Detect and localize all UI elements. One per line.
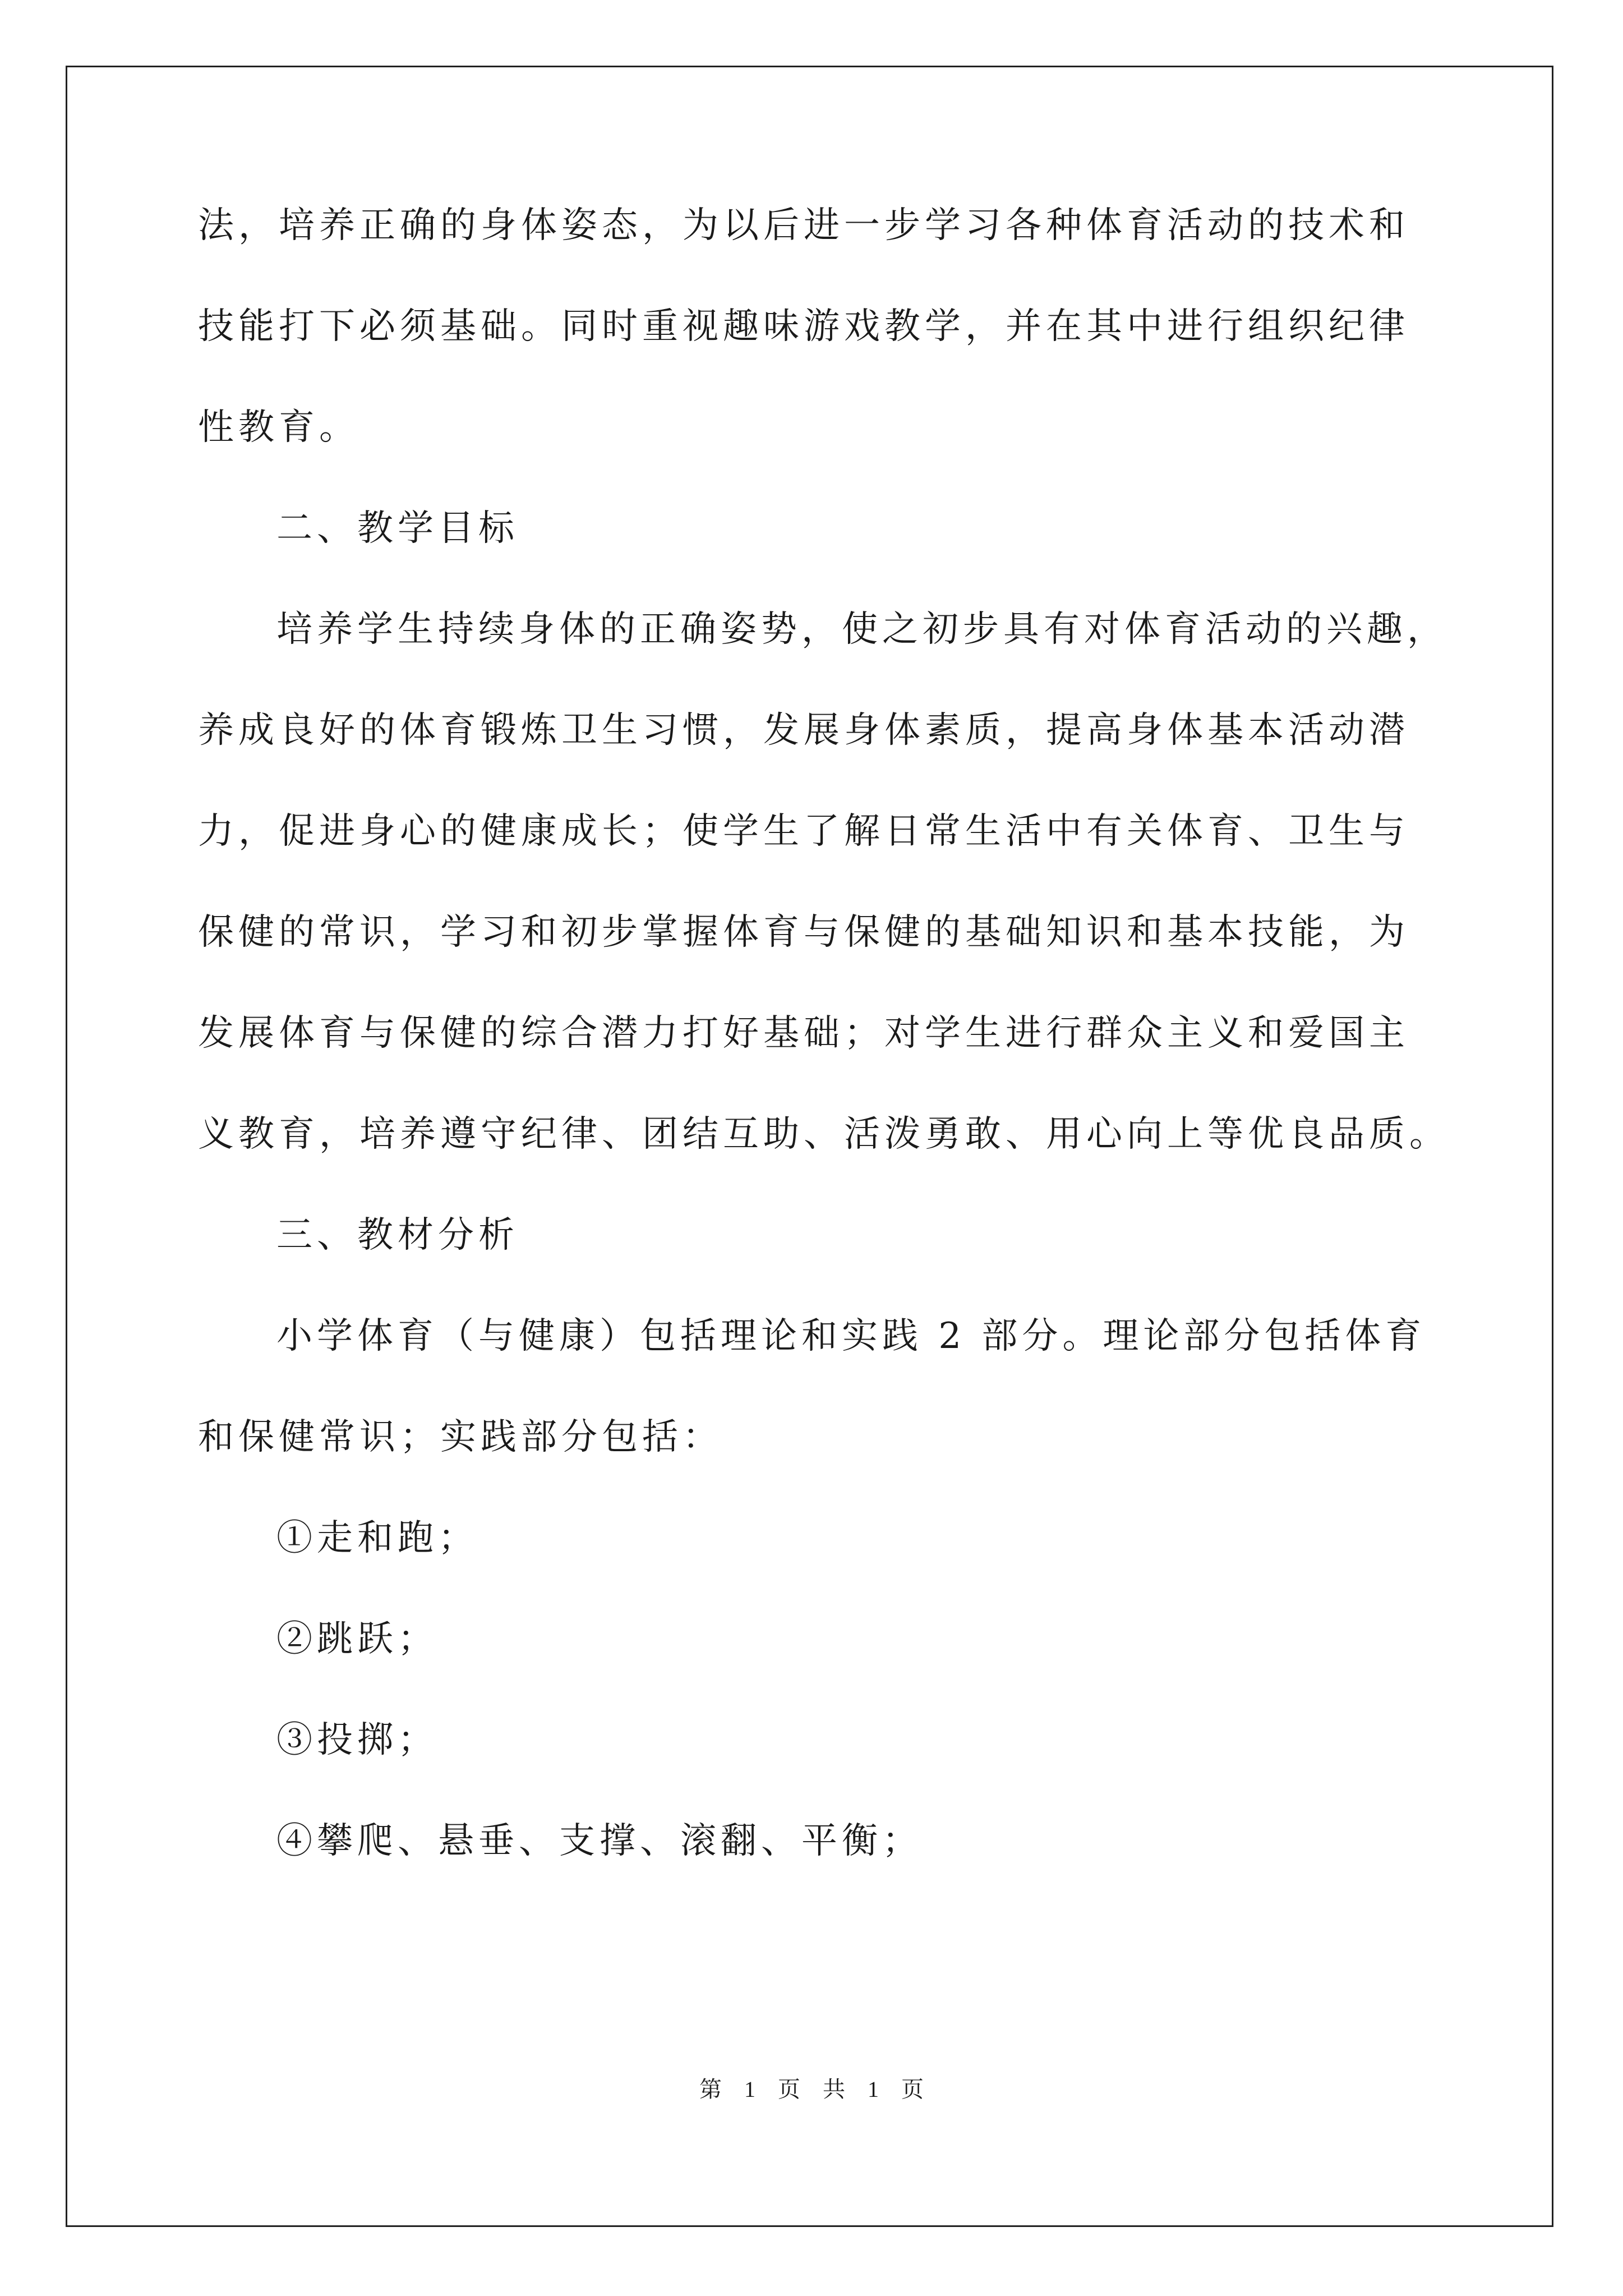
text-line: 技能打下必须基础。同时重视趣味游戏教学，并在其中进行组织纪律 [198,306,1409,347]
text-line: 培养学生持续身体的正确姿势，使之初步具有对体育活动的兴趣， [276,609,1447,650]
section-heading: 三、教材分析 [276,1214,519,1256]
page-total: 共 1 页 [823,2077,924,2102]
text-line: 养成良好的体育锻炼卫生习惯，发展身体素质，提高身体基本活动潜 [198,710,1409,751]
text-line: 法，培养正确的身体姿态，为以后进一步学习各种体育活动的技术和 [198,205,1409,246]
text-line: 力，促进身心的健康成长；使学生了解日常生活中有关体育、卫生与 [198,811,1409,852]
list-item: ③投掷； [276,1719,438,1761]
text-line: 义教育，培养遵守纪律、团结互助、活泼勇敢、用心向上等优良品质。 [198,1114,1450,1155]
page-number: 第 1 页 [699,2077,800,2102]
section-heading: 二、教学目标 [276,508,519,549]
page-footer [0,2078,1623,2101]
text-line: 小学体育（与健康）包括理论和实践 2 部分。理论部分包括体育 [276,1315,1426,1357]
document-body [198,205,1450,1924]
text-line: 发展体育与保健的综合潜力打好基础；对学生进行群众主义和爱国主 [198,1013,1409,1054]
text-line: 和保健常识；实践部分包括： [198,1416,723,1458]
text-line: 性教育。 [198,407,359,448]
list-item: ①走和跑； [276,1517,478,1559]
list-item: ④攀爬、悬垂、支撑、滚翻、平衡； [276,1820,923,1862]
list-item: ②跳跃； [276,1618,438,1660]
text-line: 保健的常识，学习和初步掌握体育与保健的基础知识和基本技能，为 [198,912,1409,953]
